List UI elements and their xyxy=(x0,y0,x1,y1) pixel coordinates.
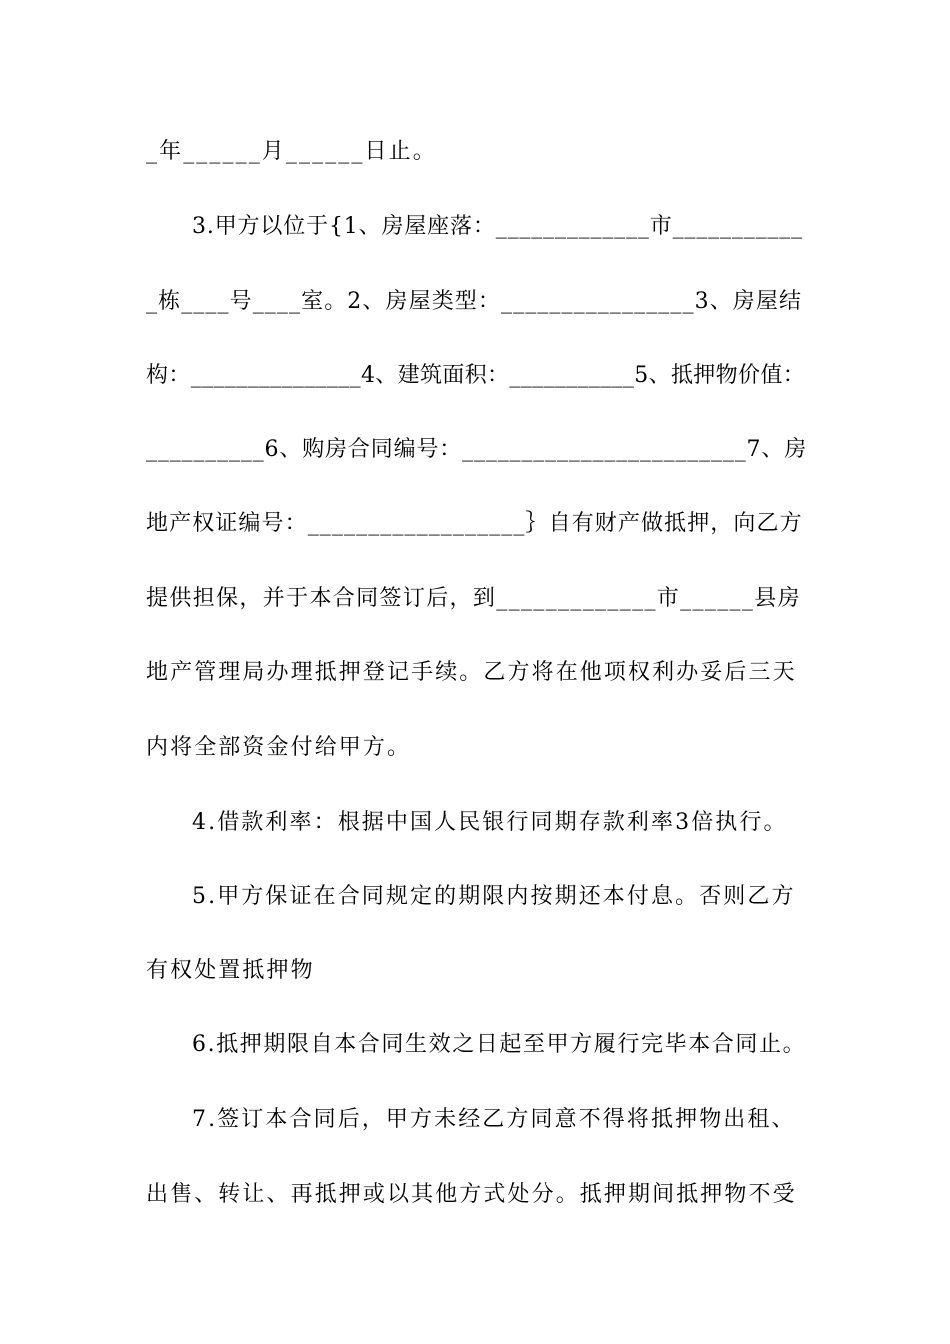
text-line: 出售、转让、再抵押或以其他方式处分。抵押期间抵押物不受 xyxy=(146,1182,797,1207)
text-line: 4.借款利率：根据中国人民银行同期存款利率3倍执行。 xyxy=(192,810,788,835)
text-line: 有权处置抵押物 xyxy=(146,958,315,983)
text-line: 5.甲方保证在合同规定的期限内按期还本付息。否则乙方 xyxy=(192,884,796,909)
text-line: 地产管理局办理抵押登记手续。乙方将在他项权利办妥后三天 xyxy=(146,660,797,685)
text-line: 提供担保，并于本合同签订后，到_____________市______县房 xyxy=(146,586,801,611)
text-line: 地产权证编号：__________________｝自有财产做抵押，向乙方 xyxy=(146,511,803,536)
text-line: 6.抵押期限自本合同生效之日起至甲方履行完毕本合同止。 xyxy=(192,1032,807,1057)
text-line: __________6、购房合同编号：________________________7、房 xyxy=(146,437,808,462)
text-line: 3.甲方以位于{1、房屋座落：_____________市___________ xyxy=(192,214,803,239)
text-line: _栋____号____室。2、房屋类型：________________3、房屋结 xyxy=(146,289,803,314)
text-line: 内将全部资金付给甲方。 xyxy=(146,735,412,760)
text-line: _年______月______日止。 xyxy=(146,139,437,164)
text-line: 7.签订本合同后，甲方未经乙方同意不得将抵押物出租、 xyxy=(192,1107,796,1132)
text-line: 构：_______________4、建筑面积：___________5、抵押物价值： xyxy=(146,363,806,388)
